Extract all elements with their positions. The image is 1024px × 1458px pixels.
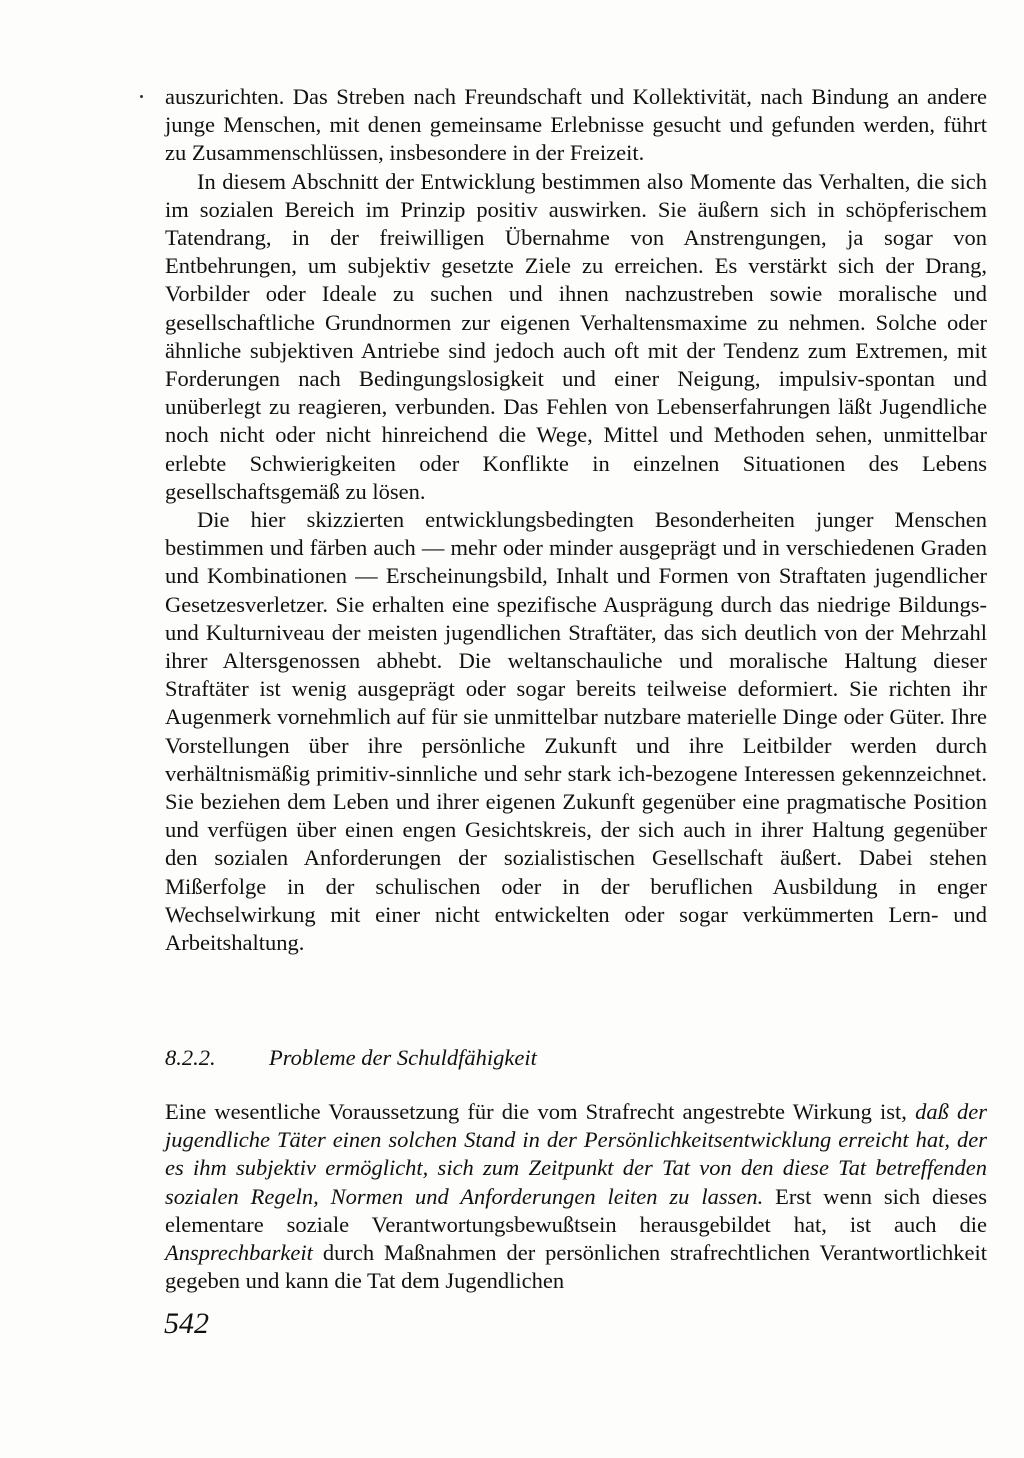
paragraph-middle: Erst wenn sich dieses elementare soziale Verantwortungsbewußtsein herausgebildet hat, ist auch die: [165, 1183, 987, 1237]
paragraph-continuation: auszurichten. Das Streben nach Freundschaft und Kollektivität, nach Bindung an andere junge Menschen, mit denen gemeinsame Erlebnisse gesucht und gefunden werden, führt zu Zusammenschlüssen, insbesondere in der Freizeit.: [165, 84, 987, 166]
paragraph-emphasis: daß der jugendliche Täter einen solchen Stand in der Persönlichkeitsentwicklung erreicht hat, der es ihm subjektiv ermöglicht, sich zum Zeitpunkt der Tat von den diese Tat betreffenden sozialen Regeln, Normen und Anforderungen leiten zu lassen.: [165, 1099, 987, 1209]
section-heading: [165, 1044, 987, 1072]
section-title: Probleme der Schuldfähigkeit: [269, 1045, 537, 1070]
section-number: 8.2.2.: [165, 1045, 216, 1070]
scan-speck: [140, 95, 143, 98]
body-text: [165, 83, 987, 957]
page-number: 542: [164, 1307, 209, 1340]
paragraph-development-phase: In diesem Abschnitt der Entwicklung bestimmen also Momente das Verhalten, die sich im sozialen Bereich im Prinzip positiv auswirken. Sie äußern sich in schöpferischem Tatendrang, in der freiwilligen Übernahme von Anstrengungen, ja sogar von Entbehrungen, um subjektiv gesetzte Ziele zu erreichen. Es verstärkt sich der Drang, Vorbilder oder Ideale zu suchen und ihnen nachzustreben sowie moralische und gesellschaftliche Grundnormen zur eigenen Verhaltensmaxime zu nehmen. Solche oder ähnliche subjektiven Antriebe sind jedoch auch oft mit der Tendenz zum Extremen, mit Forderungen nach Bedingungslosigkeit und einer Neigung, impulsiv-spontan und unüberlegt zu reagieren, verbunden. Das Fehlen von Lebenserfahrungen läßt Jugendliche noch nicht oder nicht hinreichend die Wege, Mittel und Methoden sehen, unmittelbar erlebte Schwierigkeiten oder Konflikte in einzelnen Situationen des Lebens gesellschaftsgemäß zu lösen.: [165, 168, 987, 504]
paragraph-end: durch Maßnahmen der persönlichen strafrechtlichen Verantwortlichkeit gegeben und kann die Tat dem Jugendlichen: [165, 1240, 987, 1294]
paragraph-culpability: [165, 1098, 987, 1295]
paragraph-term: Ansprechbarkeit: [165, 1240, 313, 1266]
paragraph-start: Eine wesentliche Voraussetzung für die vom Strafrecht angestrebte Wirkung ist,: [165, 1099, 907, 1124]
paragraph-offender-characteristics: Die hier skizzierten entwicklungsbedingten Besonderheiten junger Menschen bestimmen und färben auch — mehr oder minder ausgeprägt und in verschiedenen Graden und Kombinationen — Erscheinungsbild, Inhalt und Formen von Straftaten jugendlicher Gesetzesverletzer. Sie erhalten eine spezifische Ausprägung durch das niedrige Bildungs- und Kulturniveau der meisten jugendlichen Straftäter, das sich deutlich von der Mehrzahl ihrer Altersgenossen abhebt. Die weltanschauliche und moralische Haltung dieser Straftäter ist wenig ausgeprägt oder sogar bereits teilweise deformiert. Sie richten ihr Augenmerk vornehmlich auf für sie unmittelbar nutzbare materielle Dinge oder Güter. Ihre Vorstellungen über ihre persönliche Zukunft und ihre Leitbilder werden durch verhältnismäßig primitiv-sinnliche und sehr stark ich-bezogene Interessen gekennzeichnet. Sie beziehen dem Leben und ihrer eigenen Zukunft gegenüber eine pragmatische Position und verfügen über einen engen Gesichtskreis, der sich auch in ihrer Haltung gegenüber den sozialen Anforderungen der sozialistischen Gesellschaft äußert. Dabei stehen Mißerfolge in der schulischen oder in der beruflichen Ausbildung in enger Wechselwirkung mit einer nicht entwickelten oder sogar verkümmerten Lern- und Arbeitshaltung.: [165, 507, 987, 956]
section-body: [165, 1098, 987, 1295]
